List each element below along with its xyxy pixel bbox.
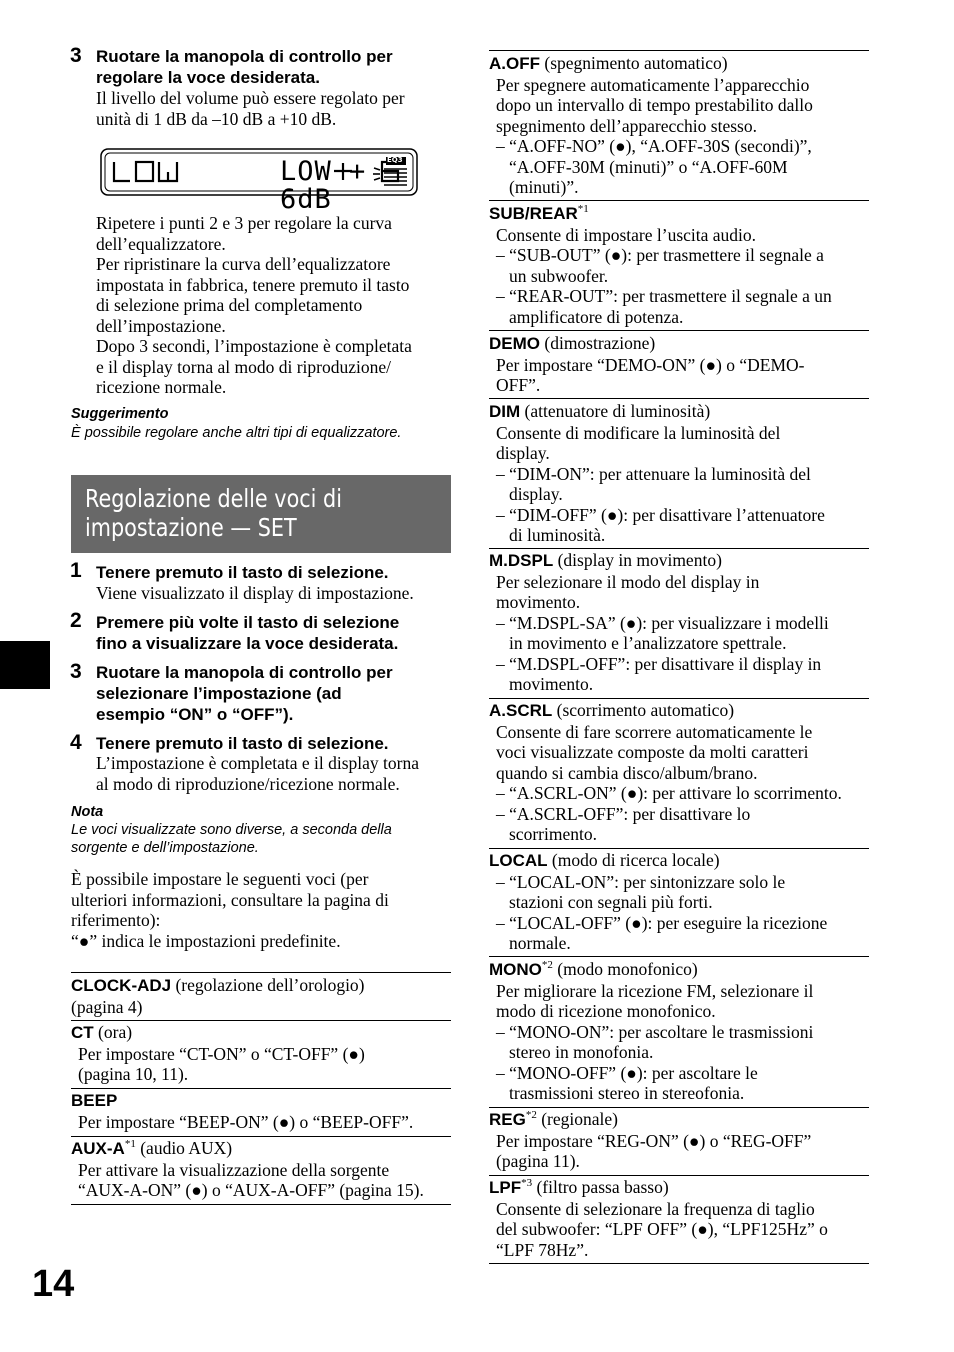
setting-beep: BEEP Per impostare “BEEP-ON” (●) o “BEEP-OFF”. [71, 1091, 414, 1132]
step-heading: Premere più volte il tasto di selezione fino a visualizzare la voce desiderata. [96, 613, 400, 653]
divider [71, 1136, 451, 1137]
step-number: 4 [70, 731, 82, 754]
note-heading: Nota [71, 804, 104, 820]
setting-a-scrl: A.SCRL (scorrimento automatico) Consente di fare scorrere automaticamente le voci visualizzate composte da molti caratteri quando si cambia disco/album/brano. – “A.SCRL-ON” (●): per attivare lo scorrimento. – “A.SCRL-OFF”: per disattivare lo scorrimento. [489, 700, 873, 845]
step-heading: Tenere premuto il tasto di selezione. [96, 563, 389, 582]
divider [489, 50, 869, 51]
intro-text: È possibile impostare le seguenti voci (per ulteriori informazioni, consultare la pagina di riferimento): “●” indica le impostazioni predefinite. [71, 869, 389, 951]
divider [489, 548, 869, 549]
setting-reg: REG$^{*2}$ (regionale) Per impostare “REG-ON” (●) o “REG-OFF” (pagina 11). [489, 1109, 812, 1171]
divider [71, 1020, 451, 1021]
divider [489, 1263, 869, 1264]
lcd-text: LOW + 6dB [280, 156, 367, 215]
lcd-display [100, 148, 418, 215]
step-number: 2 [70, 609, 82, 632]
page-number: 14 [32, 1263, 75, 1305]
divider [489, 956, 869, 957]
setting-ct: CT (ora) Per impostare “CT-ON” o “CT-OFF” (●) (pagina 10, 11). [71, 1022, 365, 1084]
step-body: Viene visualizzato il display di impostazione. [96, 583, 414, 603]
divider [489, 200, 869, 201]
divider [489, 398, 869, 399]
divider [71, 1204, 451, 1205]
step-heading: Ruotare la manopola di controllo per selezionare l’impostazione (ad esempio “ON” o “OFF”). [96, 663, 393, 724]
setting-local: LOCAL (modo di ricerca locale) – “LOCAL-ON”: per sintonizzare solo le stazioni con segnali più forti. – “LOCAL-OFF” (●): per eseguire la ricezione normale. [489, 850, 873, 954]
step-number: 3 [70, 44, 82, 67]
setting-a-off: A.OFF (spegnimento automatico) Per spegnere automaticamente l’apparecchio dopo un intervallo di tempo prestabilito dallo spegnimento dell’apparecchio stesso. – “A.OFF-NO” (●), “A.OFF-30S (secondi)”, “A.OFF-30M (minuti)” o “A.OFF-60M (minuti)”. [489, 53, 873, 198]
divider [71, 972, 451, 973]
step-number: 3 [70, 660, 82, 683]
setting-aux-a: AUX-$A^{*1}$ (audio AUX) Per attivare la visualizzazione della sorgente “AUX-A-ON” (●) o “AUX-A-OFF” (pagina 15). [71, 1138, 424, 1200]
setting-demo: DEMO (dimostrazione) Per impostare “DEMO-ON” (●) o “DEMO- OFF”. [489, 333, 805, 395]
note-text: Le voci visualizzate sono diverse, a seconda della sorgente e dell’impostazione. [71, 822, 392, 856]
divider [489, 1107, 869, 1108]
setting-clock-adj: CLOCK-ADJ (regolazione dell’orologio) (pagina 4) [71, 975, 365, 1017]
section-banner [71, 475, 451, 553]
step-heading: Tenere premuto il tasto di selezione. [96, 734, 389, 753]
divider [489, 848, 869, 849]
equalizer-instructions: Ripetere i punti 2 e 3 per regolare la curva dell’equalizzatore. Per ripristinare la curva dell’equalizzatore impostata in fabbrica, tenere premuto il tasto di selezione prima del completamento dell’impostazione. Dopo 3 secondi, l’impostazione è completata e il display torna al modo di riproduzione/ ricezione normale. [96, 213, 412, 397]
setting-sub-rear: SUB/REAR$^{*1}$ Consente di impostare l’uscita audio. – “SUB-OUT” (●): per trasmettere il segnale a un subwoofer. – “REAR-OUT”: per trasmettere il segnale a un amplificatore di potenza. [489, 203, 873, 327]
divider [71, 1088, 451, 1089]
divider [489, 698, 869, 699]
tip-text: È possibile regolare anche altri tipi di equalizzatore. [71, 425, 402, 441]
divider [489, 1175, 869, 1176]
setting-lpf: LPF$^{*3}$ (filtro passa basso) Consente di selezionare la frequenza di taglio del subwoofer: “LPF OFF” (●), “LPF125Hz” o “LPF 78Hz”. [489, 1177, 828, 1260]
setting-dim: DIM (attenuatore di luminosità) Consente di modificare la luminosità del display. – “DIM-ON”: per attenuare la luminosità del display. – “DIM-OFF” (●): per disattivare l’attenuatore di luminosità. [489, 401, 873, 546]
step-heading: Ruotare la manopola di controllo per regolare la voce desiderata. [96, 47, 393, 87]
divider [489, 330, 869, 331]
step-body: Il livello del volume può essere regolato per unità di 1 dB da –10 dB a +10 dB. [96, 88, 405, 129]
setting-m-dspl: M.DSPL (display in movimento) Per selezionare il modo del display in movimento. – “M.DSPL-SA” (●): per visualizzare i modelli in movimento e l’analizzatore spettrale. – “M.DSPL-OFF”: per disattivare il display in movimento. [489, 550, 873, 695]
section-title: Regolazione delle voci di impostazione — SET [85, 484, 342, 542]
section-tab-marker [0, 641, 50, 689]
tip-heading: Suggerimento [71, 406, 169, 422]
step-body: L’impostazione è completata e il display torna al modo di riproduzione/ricezione normale. [96, 753, 420, 794]
equalizer-icon: EQ3 [372, 156, 410, 190]
setting-mono: MONO$^{*2}$ (modo monofonico) Per migliorare la ricezione FM, selezionare il modo di ricezione monofonico. – “MONO-ON”: per ascoltare le trasmissioni stereo in monofonia. – “MONO-OFF” (●): per ascoltare le trasmissioni stereo in stereofonia. [489, 959, 873, 1104]
step-number: 1 [70, 559, 82, 582]
